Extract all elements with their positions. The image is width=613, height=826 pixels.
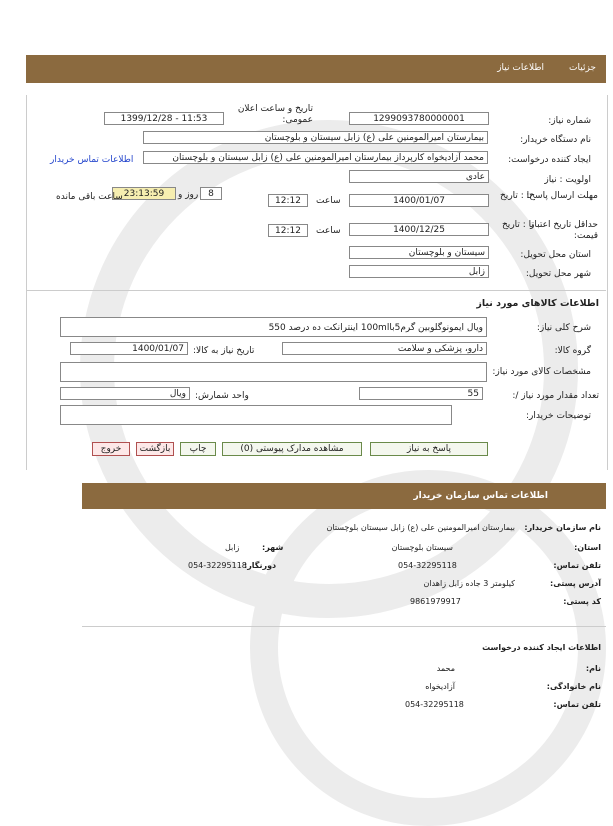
creator-last-name-label: نام خانوادگی:: [546, 682, 601, 691]
goods-specs-field: [60, 362, 487, 382]
goods-desc-field: ویال ایمونوگلوبین گرم5با100ml اینترانکت ده درصد 550: [60, 317, 487, 337]
days-field: 8: [200, 187, 222, 200]
buyer-notes-label: توضیحات خریدار:: [525, 411, 591, 421]
goods-divider: [26, 290, 606, 291]
contact-city-label: شهر:: [262, 543, 284, 552]
contact-postal-label: کد پستی:: [563, 597, 601, 606]
province-field: سیستان و بلوچستان: [349, 246, 489, 259]
goods-qty-label: تعداد مقدار مورد نیاز /:: [512, 391, 599, 401]
goods-need-date-label: تاریخ نیاز به کالا:: [193, 346, 255, 356]
validity-time-label: ساعت: [316, 226, 341, 236]
contact-address-value: کیلومتر 3 جاده زابل زاهدان: [423, 579, 515, 588]
contact-phone-value: 054-32295118: [398, 561, 457, 570]
validity-until-label: تا : تاریخ: [502, 220, 534, 230]
attachments-button[interactable]: مشاهده مدارک پیوستی (0): [222, 442, 362, 456]
creator-phone-label: تلفن تماس:: [553, 700, 601, 709]
goods-desc-label: شرح کلی نیاز:: [536, 323, 591, 333]
goods-specs-label: مشخصات کالای مورد نیاز:: [492, 367, 591, 377]
announce-label: تاریخ و ساعت اعلان عمومی:: [237, 104, 313, 125]
goods-section-title: اطلاعات کالاهای مورد نیاز: [476, 298, 599, 309]
contact-address-label: آدرس پستی:: [550, 579, 601, 588]
contact-header-bar: [82, 483, 606, 509]
contact-province-value: سیستان بلوچستان: [391, 543, 453, 552]
buyer-org-label: نام دستگاه خریدار:: [520, 135, 591, 145]
deadline-label: مهلت ارسال پاسخ:: [526, 191, 598, 201]
contact-org-value: بیمارستان امیرالمومنین علی (ع) زابل سیستان بلوچستان: [326, 523, 515, 532]
creator-phone-value: 054-32295118: [405, 700, 464, 709]
remaining-label: ساعت باقی مانده: [56, 192, 123, 202]
validity-time-field: 12:12: [268, 224, 308, 237]
contact-org-label: نام سازمان خریدار:: [524, 523, 601, 532]
goods-unit-field: ویال: [60, 387, 190, 400]
contact-fax-value: 054-32295118: [188, 561, 247, 570]
province-label: استان محل تحویل:: [520, 250, 591, 260]
contact-bar-title: اطلاعات تماس سازمان خریدار: [413, 491, 548, 501]
remaining-timer: 23:13:59: [112, 187, 176, 200]
tab-details[interactable]: جزئیات: [569, 63, 596, 73]
validity-label: حداقل تاریخ اعتبار قیمت:: [530, 220, 598, 241]
creator-first-name-label: نام:: [585, 664, 601, 673]
contact-phone-label: تلفن تماس:: [553, 561, 601, 570]
contact-divider: [82, 626, 606, 627]
goods-group-label: گروه کالا:: [554, 346, 591, 356]
days-label: روز و: [178, 190, 199, 200]
deadline-time-field: 12:12: [268, 194, 308, 207]
contact-fax-label: دورنگار:: [244, 561, 277, 570]
creator-field: محمد آزادیخواه کارپرداز بیمارستان امیرالمومنین علی (ع) زابل سیستان و بلوچستان: [143, 151, 488, 164]
creator-label: ایجاد کننده درخواست:: [508, 155, 591, 165]
buyer-contact-link[interactable]: اطلاعات تماس خریدار: [50, 155, 134, 165]
priority-label: اولویت : نیاز: [544, 175, 591, 185]
deadline-until-label: تا : تاریخ: [500, 191, 532, 201]
need-number-field: 1299093780000001: [349, 112, 489, 125]
validity-date-field: 1400/12/25: [349, 223, 489, 236]
contact-postal-value: 9861979917: [410, 597, 461, 606]
creator-info-title: اطلاعات ایجاد کننده درخواست: [482, 643, 601, 652]
back-button[interactable]: بازگشت: [136, 442, 174, 456]
print-button[interactable]: چاپ: [180, 442, 216, 456]
creator-last-name-value: آزادیخواه: [425, 682, 455, 691]
creator-first-name-value: محمد: [436, 664, 455, 673]
buyer-org-field: بیمارستان امیرالمومنین علی (ع) زابل سیستان و بلوچستان: [143, 131, 488, 144]
city-field: زابل: [349, 265, 489, 278]
priority-field: عادی: [349, 170, 489, 183]
deadline-time-label: ساعت: [316, 196, 341, 206]
tab-need-info[interactable]: اطلاعات نیاز: [497, 63, 544, 73]
goods-qty-field: 55: [359, 387, 483, 400]
header-bar: [26, 55, 606, 83]
announce-field: 1399/12/28 - 11:53: [104, 112, 224, 125]
deadline-date-field: 1400/01/07: [349, 194, 489, 207]
city-label: شهر محل تحویل:: [525, 269, 591, 279]
goods-group-field: دارو، پزشکی و سلامت: [282, 342, 487, 355]
goods-unit-label: واحد شمارش:: [195, 391, 249, 401]
contact-province-label: استان:: [574, 543, 601, 552]
reply-button[interactable]: پاسخ به نیاز: [370, 442, 488, 456]
need-number-label: شماره نیاز:: [548, 116, 591, 126]
goods-need-date-field: 1400/01/07: [70, 342, 188, 355]
buyer-notes-field: [60, 405, 452, 425]
exit-button[interactable]: خروج: [92, 442, 130, 456]
contact-city-value: زابل: [225, 543, 240, 552]
